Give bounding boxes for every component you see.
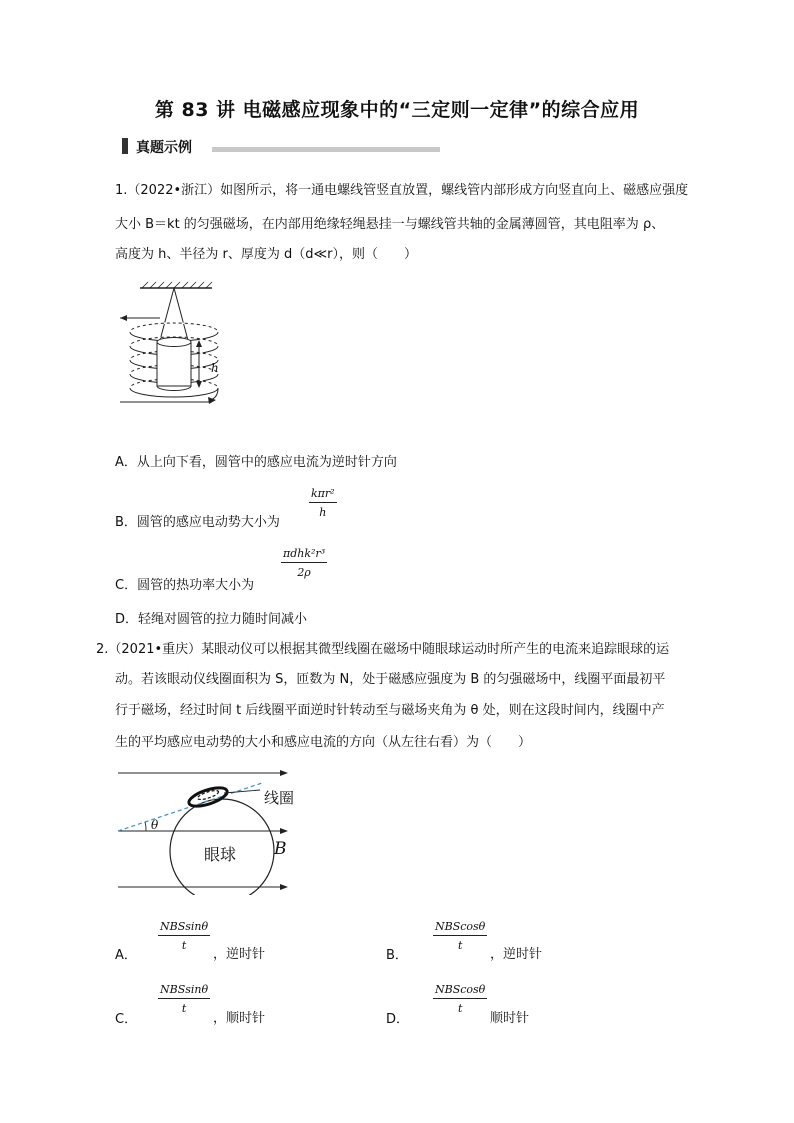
q2-option-a-direction: ，逆时针 bbox=[213, 947, 266, 962]
q2-option-b-numerator: NBScosθ bbox=[433, 920, 487, 936]
section-divider bbox=[212, 147, 440, 152]
q1-option-b-formula bbox=[309, 487, 337, 519]
q2-option-d-label: D． bbox=[386, 1012, 410, 1027]
q2-stem-line3: 行于磁场，经过时间 t 后线圈平面逆时针转动至与磁场夹角为 θ 处，则在这段时间内，线圈中产 bbox=[115, 703, 665, 718]
q1-solenoid-figure bbox=[112, 280, 222, 425]
q1-option-c-numerator: πdhk²r³ bbox=[281, 547, 327, 563]
q2-figure-coil-label: 线圈 bbox=[264, 789, 295, 807]
q2-option-c-direction: ，顺时针 bbox=[213, 1011, 266, 1026]
q2-option-c-formula bbox=[158, 983, 210, 1015]
section-marker bbox=[122, 138, 128, 154]
q2-option-b-direction: ，逆时针 bbox=[490, 947, 543, 962]
q2-option-b-formula bbox=[433, 920, 487, 952]
q1-figure-h-label: h bbox=[211, 361, 219, 375]
q2-option-d-formula bbox=[433, 983, 487, 1015]
q2-option-c-numerator: NBSsinθ bbox=[158, 983, 210, 999]
q2-figure-b-label: B bbox=[274, 839, 287, 859]
q2-eyeball-figure bbox=[112, 765, 312, 895]
section-title: 真题示例 bbox=[136, 140, 192, 156]
q2-option-b-label: B． bbox=[386, 948, 408, 963]
q2-option-d-numerator: NBScosθ bbox=[433, 983, 487, 999]
q2-option-d-direction: 顺时针 bbox=[490, 1011, 530, 1026]
q1-option-c: C．圆管的热功率大小为 bbox=[115, 578, 255, 593]
q2-option-a-numerator: NBSsinθ bbox=[158, 920, 210, 936]
q1-stem-line3: 高度为 h、半径为 r、厚度为 d（d≪r），则（ ） bbox=[115, 247, 417, 262]
q2-option-a-denominator: t bbox=[181, 939, 187, 952]
q1-option-a: A．从上向下看，圆管中的感应电流为逆时针方向 bbox=[115, 455, 397, 470]
q2-figure-theta-label: θ bbox=[151, 818, 159, 832]
q2-option-a-formula bbox=[158, 920, 210, 952]
q1-option-c-denominator: 2ρ bbox=[297, 566, 311, 579]
q1-option-c-formula bbox=[281, 547, 327, 579]
q1-stem-line1: 1.（2022•浙江）如图所示，将一通电螺线管竖直放置，螺线管内部形成方向竖直向上、磁感应强度 bbox=[115, 183, 689, 198]
q2-option-b-denominator: t bbox=[457, 939, 463, 952]
q2-option-d-denominator: t bbox=[457, 1002, 463, 1015]
q2-stem-line4: 生的平均感应电动势的大小和感应电流的方向（从左往右看）为（ ） bbox=[115, 735, 532, 750]
q1-option-d: D．轻绳对圆管的拉力随时间减小 bbox=[115, 612, 308, 627]
q2-option-a-label: A． bbox=[115, 948, 137, 963]
q2-option-c-label: C． bbox=[115, 1012, 138, 1027]
q1-option-b-denominator: h bbox=[319, 506, 327, 519]
q1-option-b: B．圆管的感应电动势大小为 bbox=[115, 515, 280, 530]
q2-stem-line2: 动。若该眼动仪线圈面积为 S，匝数为 N，处于磁感应强度为 B 的匀强磁场中，线圈平面最初平 bbox=[115, 672, 666, 687]
page-title: 第 83 讲 电磁感应现象中的“三定则一定律”的综合应用 bbox=[154, 99, 640, 121]
q1-option-b-numerator: kπr² bbox=[309, 487, 337, 503]
q2-figure-eyeball-label: 眼球 bbox=[204, 845, 237, 864]
q2-option-c-denominator: t bbox=[181, 1002, 187, 1015]
q1-stem-line2: 大小 B＝kt 的匀强磁场，在内部用绝缘轻绳悬挂一与螺线管共轴的金属薄圆管，其电阻率为 ρ、 bbox=[115, 217, 665, 232]
q2-stem-line1: 2.（2021•重庆）某眼动仪可以根据其微型线圈在磁场中随眼球运动时所产生的电流来追踪眼球的运 bbox=[96, 642, 670, 657]
